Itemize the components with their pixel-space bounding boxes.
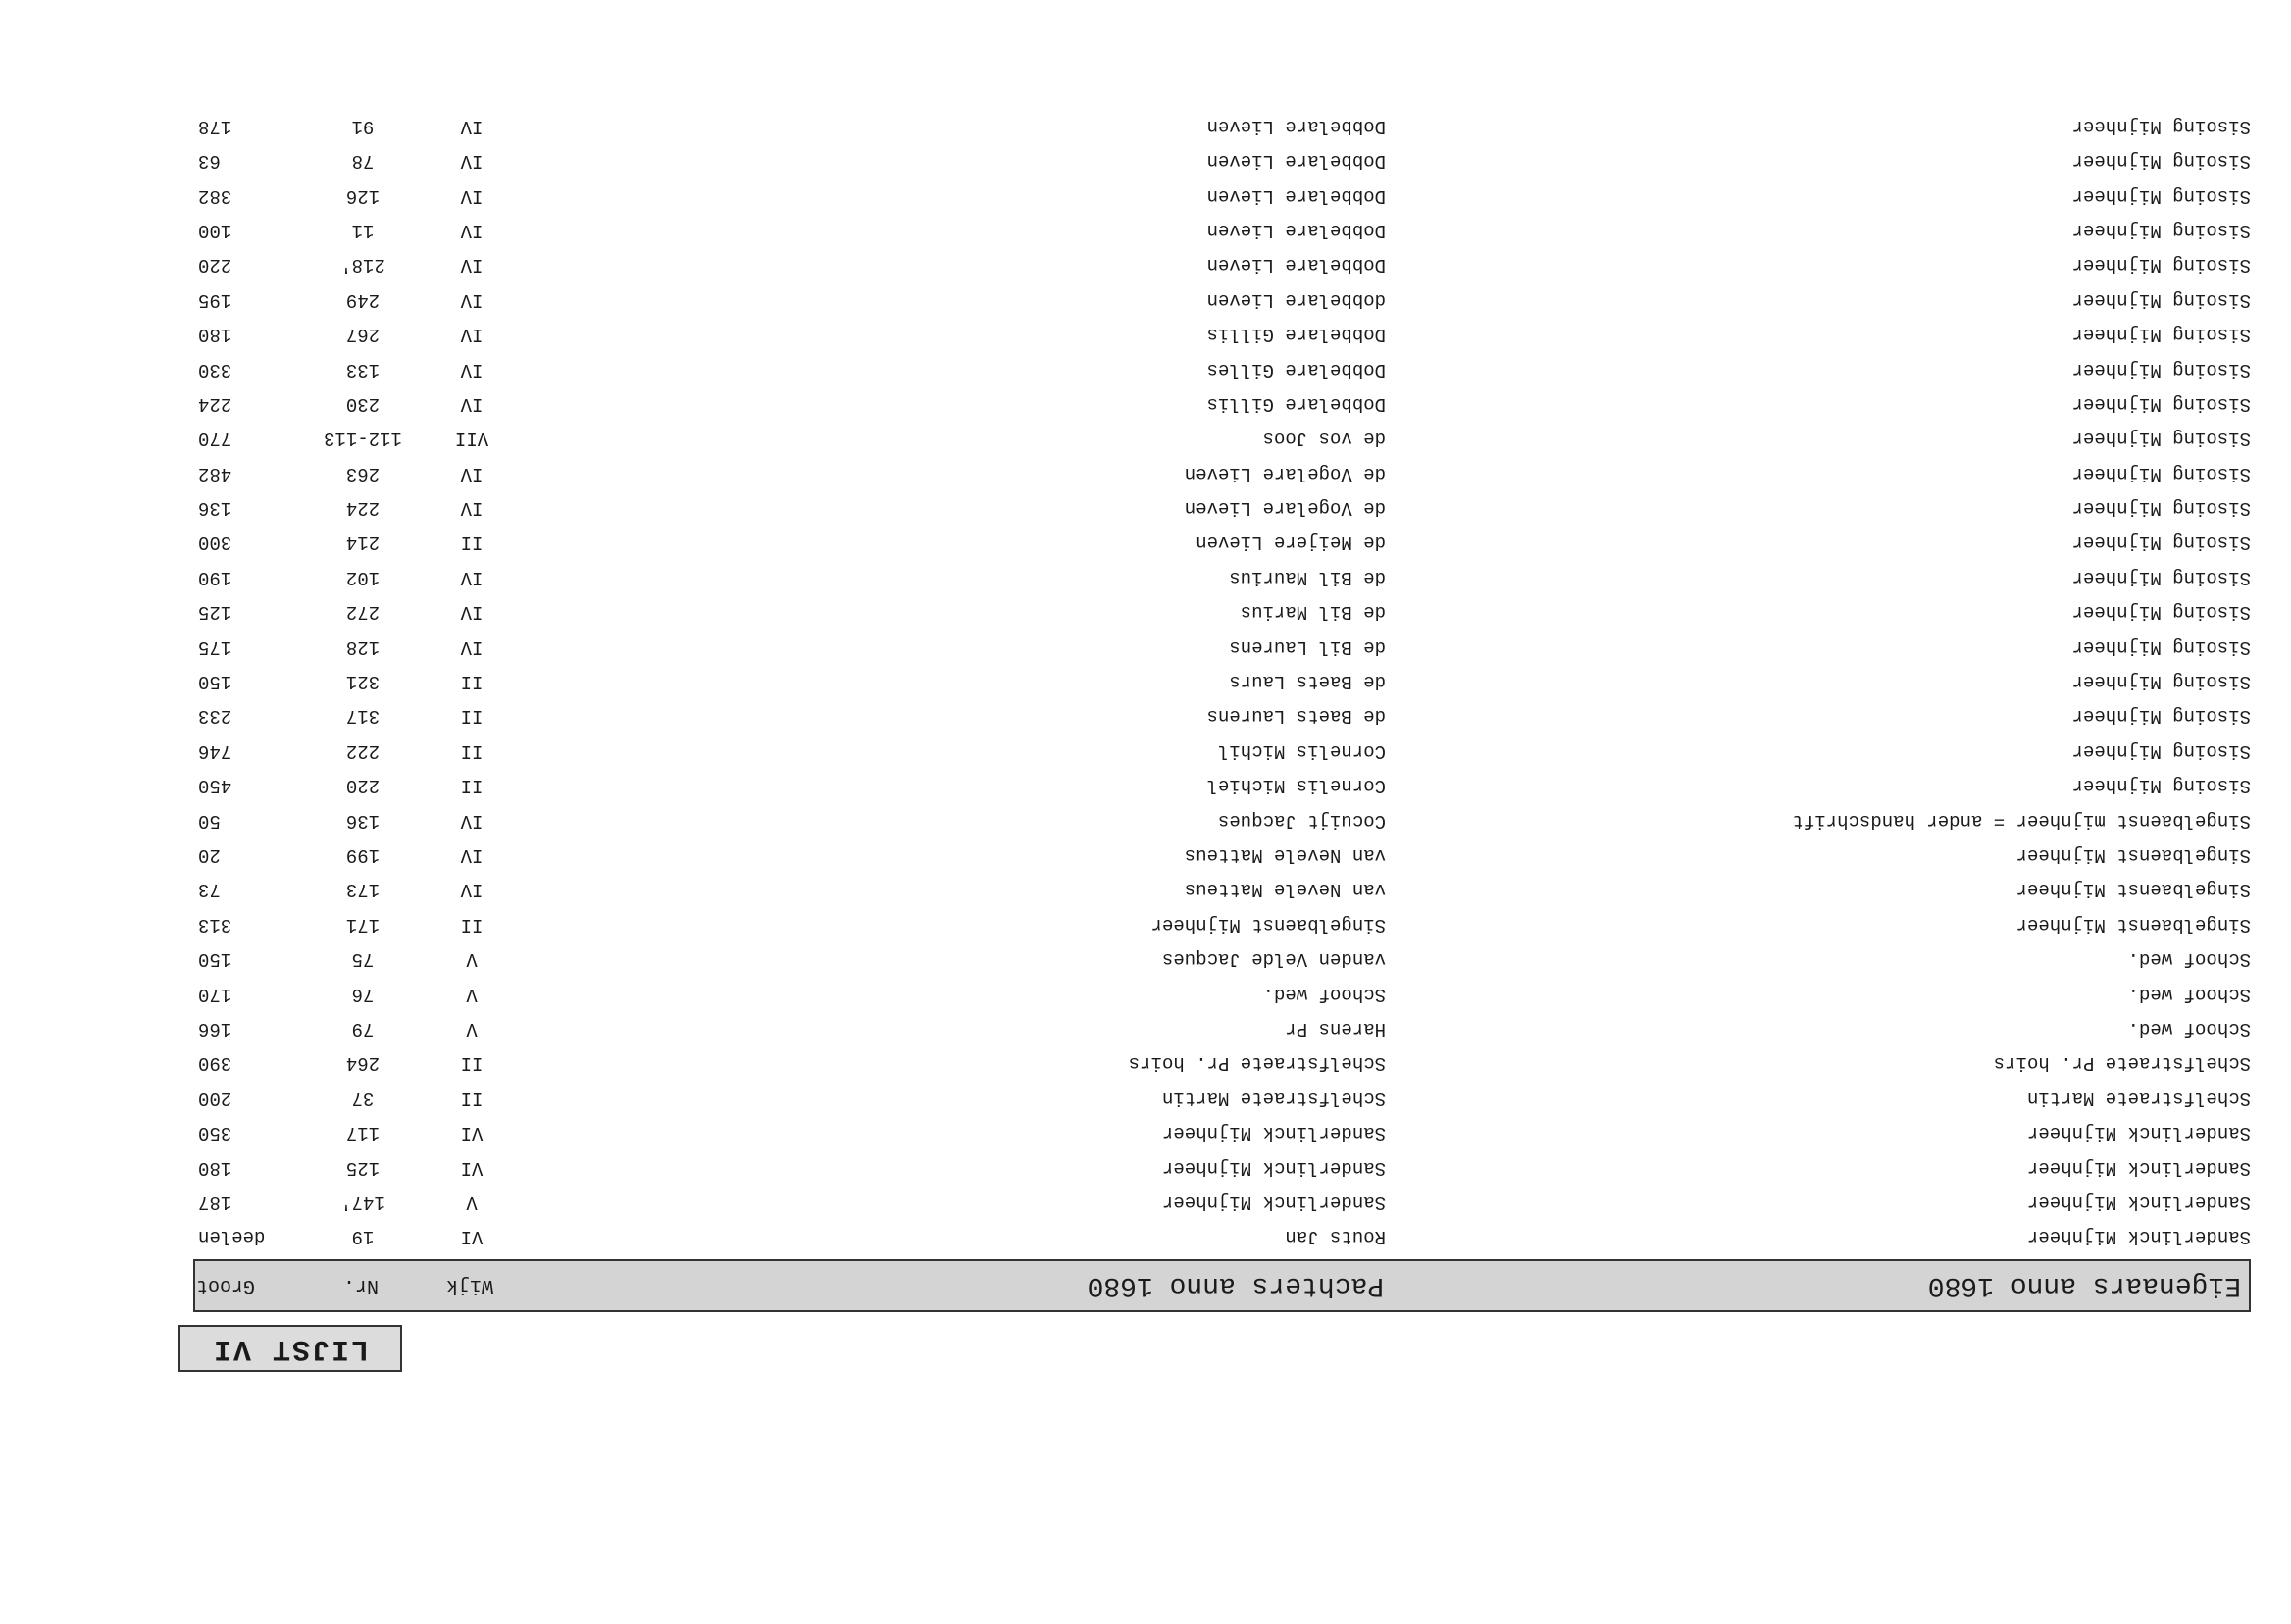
table-body — [193, 109, 2251, 1254]
owner-cell: Singelbaenst Mijnheer — [2015, 879, 2251, 901]
table-row — [193, 422, 2251, 456]
table-row — [193, 1081, 2251, 1115]
wijk-cell: II — [460, 671, 484, 693]
nr-cell: 102 — [345, 566, 381, 588]
wijk-cell: IV — [460, 497, 484, 520]
nr-cell: 264 — [345, 1052, 381, 1075]
wijk-cell: II — [460, 913, 484, 936]
wijk-cell: II — [460, 705, 484, 728]
table-row — [193, 144, 2251, 178]
owner-cell: Sisoing Mijnheer — [2071, 254, 2251, 277]
wijk-cell: IV — [460, 219, 484, 241]
groot-cell: 73 — [198, 879, 221, 901]
groot-cell: 233 — [198, 705, 232, 728]
table-row — [193, 699, 2251, 734]
owner-cell: Sisoing Mijnheer — [2071, 566, 2251, 588]
tenant-cell: Sanderlinck Mijnheer — [1161, 1156, 1386, 1179]
tenant-cell: Cornelis Michil — [1217, 739, 1386, 762]
nr-cell: 220 — [345, 775, 381, 797]
groot-cell: 382 — [198, 184, 232, 207]
owner-cell: Sisoing Mijnheer — [2071, 115, 2251, 137]
nr-cell: 136 — [345, 809, 381, 832]
owner-cell: Schoof wed. — [2127, 1017, 2251, 1040]
owner-cell: Sisoing Mijnheer — [2071, 705, 2251, 728]
table-row — [193, 595, 2251, 630]
wijk-cell: VII — [454, 428, 489, 450]
tenant-cell: Cocuijt Jacques — [1217, 809, 1386, 832]
owner-cell: Sanderlinck Mijnheer — [2026, 1122, 2251, 1144]
groot-cell: 350 — [198, 1122, 232, 1144]
nr-cell: 91 — [351, 115, 375, 137]
nr-cell: 133 — [345, 358, 381, 381]
nr-cell: 218' — [340, 254, 385, 277]
owner-cell: Schelfstraete Martin — [2026, 1087, 2251, 1109]
nr-cell: 11 — [351, 219, 375, 241]
groot-cell: 746 — [198, 739, 232, 762]
groot-cell: deelen — [198, 1226, 266, 1248]
table-row — [193, 560, 2251, 594]
groot-cell: 450 — [198, 775, 232, 797]
nr-cell: 117 — [345, 1122, 381, 1144]
wijk-cell: IV — [460, 462, 484, 484]
table-row — [193, 1220, 2251, 1254]
owner-cell: Sanderlinck Mijnheer — [2026, 1226, 2251, 1248]
tenant-cell: Sanderlinck Mijnheer — [1161, 1122, 1386, 1144]
groot-cell: 180 — [198, 324, 232, 346]
groot-cell: 224 — [198, 392, 232, 415]
tenant-cell: Singelbaenst Mijnheer — [1150, 913, 1386, 936]
tenant-cell: Dobbelare Lieven — [1206, 115, 1386, 137]
nr-cell: 222 — [345, 739, 381, 762]
table-row — [193, 907, 2251, 941]
table-row — [193, 178, 2251, 213]
owner-cell: Sisoing Mijnheer — [2071, 358, 2251, 381]
owner-cell: Schoof wed. — [2127, 983, 2251, 1005]
tenant-cell: Dobbelare Gilles — [1206, 358, 1386, 381]
wijk-cell: V — [466, 983, 478, 1005]
tenant-cell: de Bil Marius — [1240, 601, 1386, 624]
table-row — [193, 630, 2251, 664]
wijk-cell: V — [466, 1017, 478, 1040]
wijk-cell: IV — [460, 115, 484, 137]
nr-cell: 224 — [345, 497, 381, 520]
wijk-cell: II — [460, 532, 484, 554]
wijk-cell: VI — [460, 1156, 484, 1179]
wijk-cell: VI — [460, 1122, 484, 1144]
tenant-cell: de vos Joos — [1262, 428, 1386, 450]
wijk-cell: IV — [460, 879, 484, 901]
table-row — [193, 941, 2251, 976]
owner-cell: Sisoing Mijnheer — [2071, 739, 2251, 762]
nr-cell: 171 — [345, 913, 381, 936]
list-title-box — [178, 1325, 402, 1372]
tenant-cell: dobbelare Lieven — [1206, 288, 1386, 311]
tenant-cell: van Nevele Matteus — [1184, 844, 1386, 867]
tenant-cell: Sanderlinck Mijnheer — [1161, 1191, 1386, 1213]
tenant-cell: Dobbelare Gillis — [1206, 392, 1386, 415]
table-row — [193, 248, 2251, 282]
tenant-cell: Harens Pr — [1285, 1017, 1386, 1040]
nr-cell: 267 — [345, 324, 381, 346]
table-row — [193, 803, 2251, 837]
groot-cell: 170 — [198, 983, 232, 1005]
owner-cell: Sanderlinck Mijnheer — [2026, 1191, 2251, 1213]
tenant-cell: Dobbelare Lieven — [1206, 254, 1386, 277]
groot-cell: 175 — [198, 635, 232, 658]
nr-cell: 78 — [351, 150, 375, 173]
groot-cell: 390 — [198, 1052, 232, 1075]
table-row — [193, 769, 2251, 803]
owner-cell: Sisoing Mijnheer — [2071, 324, 2251, 346]
groot-cell: 300 — [198, 532, 232, 554]
header-owners: Eigenaars anno 1680 — [1927, 1270, 2241, 1301]
owner-cell: Sisoing Mijnheer — [2071, 532, 2251, 554]
nr-cell: 126 — [345, 184, 381, 207]
owner-cell: Schoof wed. — [2127, 948, 2251, 971]
table-row — [193, 352, 2251, 386]
owner-cell: Schelfstraete Pr. hoirs — [1993, 1052, 2251, 1075]
table-row — [193, 490, 2251, 525]
header-nr: Nr. — [343, 1274, 380, 1297]
table-row — [193, 837, 2251, 872]
owner-cell: Sisoing Mijnheer — [2071, 635, 2251, 658]
groot-cell: 195 — [198, 288, 232, 311]
groot-cell: 770 — [198, 428, 232, 450]
owner-cell: Sisoing Mijnheer — [2071, 219, 2251, 241]
groot-cell: 482 — [198, 462, 232, 484]
nr-cell: 76 — [351, 983, 375, 1005]
nr-cell: 317 — [345, 705, 381, 728]
table-row — [193, 977, 2251, 1011]
groot-cell: 63 — [198, 150, 221, 173]
wijk-cell: IV — [460, 566, 484, 588]
groot-cell: 330 — [198, 358, 232, 381]
nr-cell: 19 — [351, 1226, 375, 1248]
table-row — [193, 526, 2251, 560]
tenant-cell: Schoof wed. — [1262, 983, 1386, 1005]
tenant-cell: de Baets Laurens — [1206, 705, 1386, 728]
table-row — [193, 317, 2251, 351]
wijk-cell: II — [460, 739, 484, 762]
groot-cell: 200 — [198, 1087, 232, 1109]
tenant-cell: de Baets Laurs — [1229, 671, 1386, 693]
wijk-cell: IV — [460, 635, 484, 658]
tenant-cell: Routs Jan — [1285, 1226, 1386, 1248]
tenant-cell: de Bil Laurens — [1229, 635, 1386, 658]
nr-cell: 263 — [345, 462, 381, 484]
wijk-cell: II — [460, 1087, 484, 1109]
header-groot: Groot — [196, 1274, 256, 1297]
header-tenants: Pachters anno 1680 — [1087, 1270, 1384, 1301]
wijk-cell: V — [466, 1191, 478, 1213]
nr-cell: 37 — [351, 1087, 375, 1109]
table-row — [193, 213, 2251, 247]
table-row — [193, 282, 2251, 317]
nr-cell: 199 — [345, 844, 381, 867]
nr-cell: 230 — [345, 392, 381, 415]
groot-cell: 150 — [198, 671, 232, 693]
tenant-cell: Schelfstraete Martin — [1161, 1087, 1386, 1109]
groot-cell: 50 — [198, 809, 221, 832]
wijk-cell: IV — [460, 184, 484, 207]
owner-cell: Sisoing Mijnheer — [2071, 392, 2251, 415]
owner-cell: Sisoing Mijnheer — [2071, 775, 2251, 797]
table-row — [193, 386, 2251, 421]
table-row — [193, 456, 2251, 490]
owner-cell: Sanderlinck Mijnheer — [2026, 1156, 2251, 1179]
wijk-cell: VI — [460, 1226, 484, 1248]
table-row — [193, 1046, 2251, 1081]
list-title: LIJST VI — [211, 1332, 370, 1365]
table-row — [193, 734, 2251, 768]
tenant-cell: vanden Velde Jacques — [1161, 948, 1386, 971]
owner-cell: Singelbaenst mijnheer = ander handschrift — [1792, 809, 2251, 832]
nr-cell: 249 — [345, 288, 381, 311]
wijk-cell: IV — [460, 601, 484, 624]
groot-cell: 100 — [198, 219, 232, 241]
nr-cell: 147' — [340, 1191, 385, 1213]
owner-cell: Sisoing Mijnheer — [2071, 462, 2251, 484]
wijk-cell: II — [460, 775, 484, 797]
groot-cell: 180 — [198, 1156, 232, 1179]
owner-cell: Sisoing Mijnheer — [2071, 671, 2251, 693]
table-row — [193, 1115, 2251, 1149]
tenant-cell: de Vogelare Lieven — [1184, 462, 1386, 484]
owner-cell: Sisoing Mijnheer — [2071, 428, 2251, 450]
groot-cell: 125 — [198, 601, 232, 624]
groot-cell: 150 — [198, 948, 232, 971]
tenant-cell: Dobbelare Lieven — [1206, 219, 1386, 241]
groot-cell: 313 — [198, 913, 232, 936]
wijk-cell: IV — [460, 324, 484, 346]
table-row — [193, 1150, 2251, 1185]
nr-cell: 79 — [351, 1017, 375, 1040]
header-wijk: Wijk — [446, 1274, 494, 1297]
owner-cell: Sisoing Mijnheer — [2071, 601, 2251, 624]
wijk-cell: IV — [460, 392, 484, 415]
table-row — [193, 664, 2251, 698]
groot-cell: 220 — [198, 254, 232, 277]
table-row — [193, 109, 2251, 143]
wijk-cell: IV — [460, 288, 484, 311]
wijk-cell: IV — [460, 844, 484, 867]
tenant-cell: Schelfstraete Pr. hoirs — [1128, 1052, 1386, 1075]
wijk-cell: IV — [460, 150, 484, 173]
wijk-cell: V — [466, 948, 478, 971]
tenant-cell: de Meijere Lieven — [1196, 532, 1386, 554]
tenant-cell: Dobbelare Lieven — [1206, 150, 1386, 173]
groot-cell: 190 — [198, 566, 232, 588]
nr-cell: 75 — [351, 948, 375, 971]
nr-cell: 321 — [345, 671, 381, 693]
owner-cell: Singelbaenst Mijnheer — [2015, 913, 2251, 936]
tenant-cell: de Bil Maurius — [1229, 566, 1386, 588]
nr-cell: 128 — [345, 635, 381, 658]
tenant-cell: de Vogelare Lieven — [1184, 497, 1386, 520]
nr-cell: 214 — [345, 532, 381, 554]
table-row — [193, 1185, 2251, 1219]
wijk-cell: II — [460, 1052, 484, 1075]
owner-cell: Sisoing Mijnheer — [2071, 150, 2251, 173]
tenant-cell: Cornelis Michiel — [1206, 775, 1386, 797]
groot-cell: 166 — [198, 1017, 232, 1040]
groot-cell: 187 — [198, 1191, 232, 1213]
nr-cell: 173 — [345, 879, 381, 901]
table-row — [193, 1011, 2251, 1045]
tenant-cell: Dobbelare Lieven — [1206, 184, 1386, 207]
owner-cell: Sisoing Mijnheer — [2071, 184, 2251, 207]
owner-cell: Singelbaenst Mijnheer — [2015, 844, 2251, 867]
wijk-cell: IV — [460, 254, 484, 277]
nr-cell: 112-113 — [324, 428, 402, 450]
wijk-cell: IV — [460, 358, 484, 381]
nr-cell: 125 — [345, 1156, 381, 1179]
table-row — [193, 873, 2251, 907]
groot-cell: 178 — [198, 115, 232, 137]
owner-cell: Sisoing Mijnheer — [2071, 497, 2251, 520]
tenant-cell: Dobbelare Gillis — [1206, 324, 1386, 346]
table-header — [193, 1259, 2251, 1312]
wijk-cell: IV — [460, 809, 484, 832]
groot-cell: 20 — [198, 844, 221, 867]
owner-cell: Sisoing Mijnheer — [2071, 288, 2251, 311]
groot-cell: 136 — [198, 497, 232, 520]
tenant-cell: van Nevele Matteus — [1184, 879, 1386, 901]
nr-cell: 272 — [345, 601, 381, 624]
